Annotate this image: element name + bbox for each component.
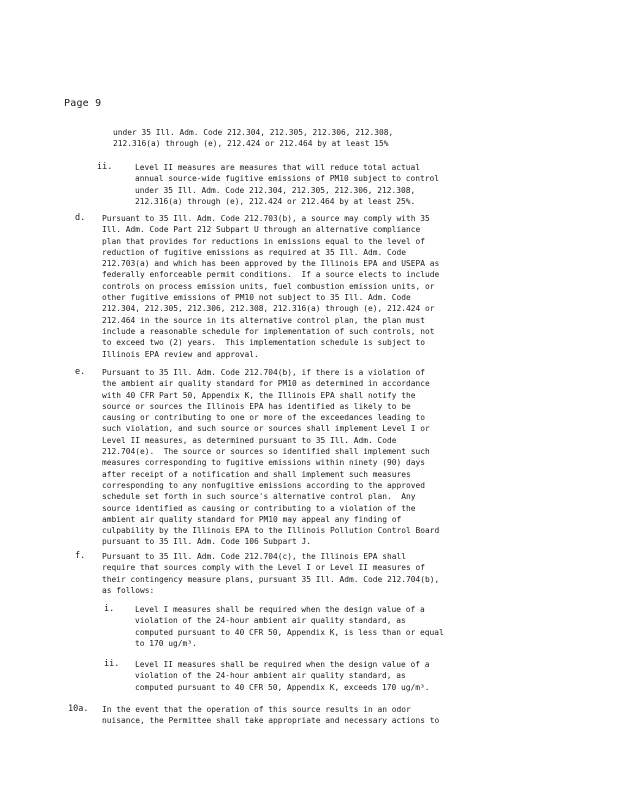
item-f-ii-label: ii. [104, 659, 120, 669]
continuation-text: under 35 Ill. Adm. Code 212.304, 212.305, 212.306, 212.308, 212.316(a) through (e), 212.424 or 212.464 by at least 15% [113, 128, 394, 149]
item-10a-label: 10a. [68, 704, 89, 714]
item-f-i-text: Level I measures shall be required when the design value of a violation of the 24-hour ambient air quality standard, as computed pursuant to 40 CFR 50, Appendix K, is less than or equal to 170 ug/m³. [135, 605, 444, 648]
item-f-i-label: i. [104, 604, 115, 614]
page-number: Page 9 [64, 98, 102, 109]
item-d-label: d. [75, 213, 86, 223]
item-ii-label: ii. [97, 162, 113, 172]
item-ii-text: Level II measures are measures that will reduce total actual annual source-wide fugitive emissions of PM10 subject to control under 35 Ill. Adm. Code 212.304, 212.305, 212.306, 212.308, 212.316(a) through (e), 212.424 or 212.464 by at least 25%. [135, 163, 440, 206]
item-f-label: f. [75, 551, 86, 561]
item-e-text: Pursuant to 35 Ill. Adm. Code 212.704(b), if there is a violation of the ambient air quality standard for PM10 as determined in accordance with 40 CFR Part 50, Appendix K, the Illinois EPA shall notify the source or sources the Illinois EPA has identified as likely to be causing or contributing to one or more of the exceedances leading to such violation, and such source or sources shall implement Level I or Level II measures, as determined pursuant to 35 Ill. Adm. Code 212.704(e). The source or sources so identified shall implement such measures corresponding to fugitive emissions within ninety (90) days after receipt of a notification and shall implement such measures corresponding to any nonfugitive emissions according to the approved schedule set forth in such source's alternative control plan. Any source identified as causing or contributing to a violation of the ambient air quality standard for PM10 may appeal any finding of culpability by the Illinois EPA to the Illinois Pollution Control Board pursuant to 35 Ill. Adm. Code 106 Subpart J. [102, 368, 440, 547]
item-d-text: Pursuant to 35 Ill. Adm. Code 212.703(b), a source may comply with 35 Ill. Adm. Code Part 212 Subpart U through an alternative compliance plan that provides for reductions in emissions equal to the level of reduction of fugitive emissions as required at 35 Ill. Adm. Code 212.703(a) and which has been approved by the Illinois EPA and USEPA as federally enforceable permit conditions. If a source elects to include controls on process emission units, fuel combustion emission units, or other fugitive emissions of PM10 not subject to 35 Ill. Adm. Code 212.304, 212.305, 212.306, 212.308, 212.316(a) through (e), 212.424 or 212.464 in the source in its alternative control plan, the plan must include a reasonable schedule for implementation of such controls, not to exceed two (2) years. This implementation schedule is subject to Illinois EPA review and approval. [102, 214, 440, 359]
item-e-label: e. [75, 367, 86, 377]
item-10a-text: In the event that the operation of this source results in an odor nuisance, the Permittee shall take appropriate and necessary actions to [102, 705, 440, 726]
item-f-ii-text: Level II measures shall be required when the design value of a violation of the 24-hour ambient air quality standard, as computed pursuant to 40 CFR 50, Appendix K, exceeds 170 ug/m³. [135, 660, 430, 692]
item-f-text: Pursuant to 35 Ill. Adm. Code 212.704(c), the Illinois EPA shall require that sources comply with the Level I or Level II measures of their contingency measure plans, pursuant 35 Ill. Adm. Code 212.704(b), as follows: [102, 552, 440, 595]
